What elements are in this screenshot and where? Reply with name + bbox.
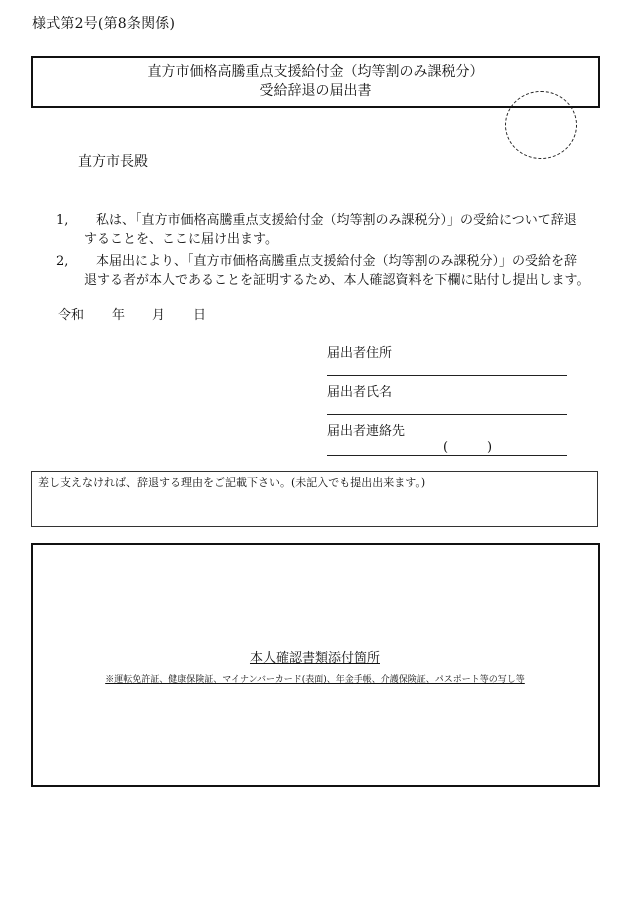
form-number: 様式第2号(第8条関係) [32,16,176,32]
address-label: 届出者住所 [327,346,393,361]
clause-text-line2: 退する者が本人であることを証明するため、本人確認資料を下欄に貼付し提出します。 [84,273,590,288]
document-title-line1: 直方市価格高騰重点支援給付金（均等割のみ課税分） [147,64,484,80]
date-month: 月 [152,308,166,323]
clause-text-line1: 私は、「直方市価格高騰重点支援給付金（均等割のみ課税分）」の受給について辞退 [96,213,577,228]
id-attachment-note: ※運転免許証、健康保険証、マイナンバーカード(表面)、年金手帳、介護保険証、パスポート等の写し等 [105,675,525,685]
addressee: 直方市長殿 [78,154,148,170]
contact-field[interactable] [327,455,567,456]
document-title-line2: 受給辞退の届出書 [259,83,372,99]
contact-paren-close: ) [487,440,493,455]
stamp-circle [505,91,577,159]
contact-paren-open: ( [443,440,449,455]
name-field[interactable] [327,414,567,415]
clause-text-line1: 本届出により、「直方市価格高騰重点支援給付金（均等割のみ課税分）」の受給を辞 [96,254,578,269]
date-day: 日 [193,308,207,323]
date-year: 年 [112,308,126,323]
reason-instruction: 差し支えなければ、辞退する理由をご記載下さい。(未記入でも提出出来ます。) [38,476,426,489]
date-era: 令和 [58,308,85,323]
name-label: 届出者氏名 [327,385,393,400]
address-field[interactable] [327,375,567,376]
contact-label: 届出者連絡先 [327,424,406,439]
clause-number: 2, [56,254,69,269]
clause-number: 1, [56,213,69,228]
id-attachment-title: 本人確認書類添付箇所 [249,651,380,666]
clause-text-line2: することを、ここに届け出ます。 [84,232,278,247]
